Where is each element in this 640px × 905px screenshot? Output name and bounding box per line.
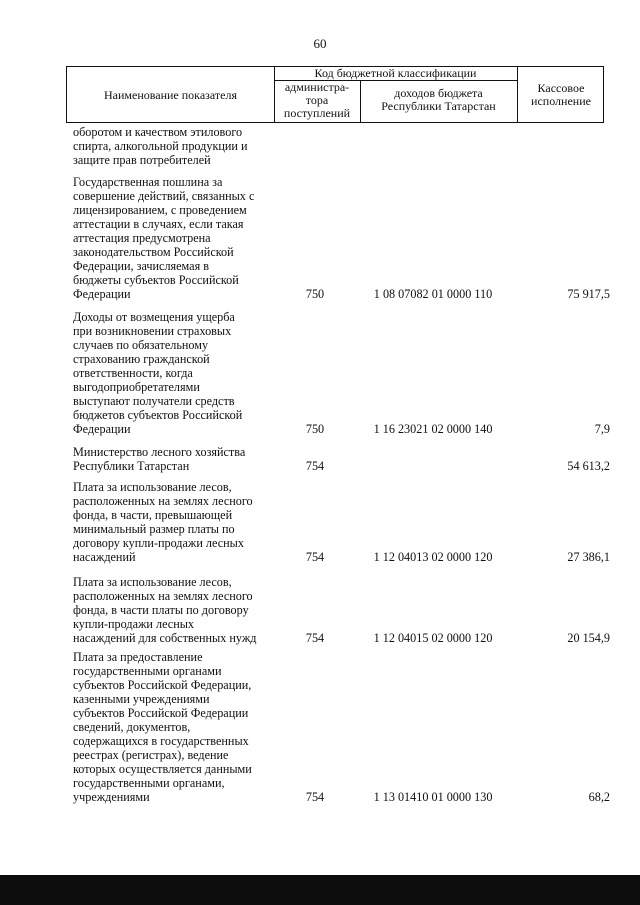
header-code-group: Код бюджетной классификации	[314, 66, 477, 80]
indicator-name-line: Плата за использование лесов,	[73, 575, 232, 589]
admin-code: 754	[305, 631, 325, 645]
indicator-name-line: спирта, алкогольной продукции и	[73, 139, 248, 153]
indicator-name-line: субъектов Российской Федерации	[73, 706, 249, 720]
indicator-name-line: оборотом и качеством этилового	[73, 125, 243, 139]
header-amount-line: Кассовое	[537, 81, 585, 95]
income-code: 1 12 04013 02 0000 120	[373, 550, 493, 564]
cash-execution: 54 613,2	[567, 459, 610, 473]
indicator-name-line: минимальный размер платы по	[73, 522, 235, 536]
header-admin-line: администра-	[284, 80, 350, 94]
indicator-name-line: аттестация предусмотрена	[73, 231, 211, 245]
indicator-name	[73, 310, 269, 436]
page-number: 60	[313, 36, 327, 51]
indicator-name-line: реестрах (регистрах), ведение	[73, 748, 229, 762]
indicator-name-line: Федерации	[73, 422, 131, 436]
indicator-name-line: выгодоприобретателями	[73, 380, 200, 394]
indicator-name-line: Плата за использование лесов,	[73, 480, 232, 494]
income-code: 1 12 04015 02 0000 120	[373, 631, 493, 645]
indicator-name-line: законодательством Российской	[73, 245, 234, 259]
indicator-name-line: субъектов Российской Федерации,	[73, 678, 252, 692]
indicator-name-line: случаев по обязательному	[73, 338, 209, 352]
indicator-name-line: Государственная пошлина за	[73, 175, 223, 189]
indicator-name-line: учреждениями	[73, 790, 150, 804]
header-income-column	[360, 87, 517, 113]
cash-execution: 20 154,9	[567, 631, 610, 645]
header-amount-line: исполнение	[531, 94, 591, 108]
cash-execution: 75 917,5	[567, 287, 610, 301]
header-name-column: Наименование показателя	[104, 88, 237, 102]
indicator-name	[73, 650, 269, 804]
indicator-name	[73, 480, 269, 564]
table-header	[66, 66, 604, 123]
indicator-name-line: Республики Татарстан	[73, 459, 190, 473]
indicator-name-line: Федерации, зачисляемая в	[73, 259, 209, 273]
indicator-name-line: фонда, в части платы по договору	[73, 603, 249, 617]
admin-code: 754	[305, 790, 325, 804]
indicator-name-line: Доходы от возмещения ущерба	[73, 310, 235, 324]
indicator-name-line: которых осуществляется данными	[73, 762, 252, 776]
header-admin-line: поступлений	[283, 106, 351, 120]
indicator-name	[73, 445, 269, 473]
admin-code: 750	[305, 422, 325, 436]
cash-execution: 7,9	[594, 422, 610, 436]
scan-bottom-border	[0, 875, 640, 905]
indicator-name-line: Плата за предоставление	[73, 650, 203, 664]
indicator-name-line: договору купли-продажи лесных	[73, 536, 244, 550]
indicator-name	[73, 575, 269, 645]
indicator-name-line: купли-продажи лесных	[73, 617, 194, 631]
indicator-name-line: сведений, документов,	[73, 720, 191, 734]
indicator-name-line: лицензированием, с проведением	[73, 203, 247, 217]
income-code: 1 13 01410 01 0000 130	[373, 790, 493, 804]
cash-execution: 27 386,1	[567, 550, 610, 564]
header-amount-column	[517, 82, 605, 108]
indicator-name-line: ответственности, когда	[73, 366, 193, 380]
indicator-name-line: при возникновении страховых	[73, 324, 232, 338]
indicator-name-line: насаждений	[73, 550, 136, 564]
admin-code: 754	[305, 459, 325, 473]
indicator-name-line: насаждений для собственных нужд	[73, 631, 257, 645]
indicator-name-line: бюджеты субъектов Российской	[73, 273, 239, 287]
header-admin-column	[274, 81, 360, 120]
indicator-name-line: содержащихся в государственных	[73, 734, 249, 748]
income-code: 1 16 23021 02 0000 140	[373, 422, 493, 436]
indicator-name-line: совершение действий, связанных с	[73, 189, 255, 203]
income-code: 1 08 07082 01 0000 110	[373, 287, 493, 301]
indicator-name-line: аттестации в случаях, если такая	[73, 217, 244, 231]
indicator-name-line: бюджетов субъектов Российской	[73, 408, 243, 422]
indicator-name-line: защите прав потребителей	[73, 153, 211, 167]
header-income-line: Республики Татарстан	[381, 99, 496, 113]
indicator-name-line: фонда, в части, превышающей	[73, 508, 233, 522]
indicator-name-line: Министерство лесного хозяйства	[73, 445, 246, 459]
header-income-line: доходов бюджета	[394, 86, 483, 100]
indicator-name-line: расположенных на землях лесного	[73, 494, 253, 508]
admin-code: 754	[305, 550, 325, 564]
indicator-name-line: страхованию гражданской	[73, 352, 210, 366]
indicator-name	[73, 125, 269, 167]
indicator-name	[73, 175, 269, 301]
indicator-name-line: выступают получатели средств	[73, 394, 235, 408]
indicator-name-line: государственными органами,	[73, 776, 225, 790]
header-admin-line: тора	[305, 93, 329, 107]
indicator-name-line: казенными учреждениями	[73, 692, 210, 706]
admin-code: 750	[305, 287, 325, 301]
cash-execution: 68,2	[588, 790, 610, 804]
indicator-name-line: расположенных на землях лесного	[73, 589, 253, 603]
indicator-name-line: государственными органами	[73, 664, 222, 678]
indicator-name-line: Федерации	[73, 287, 131, 301]
